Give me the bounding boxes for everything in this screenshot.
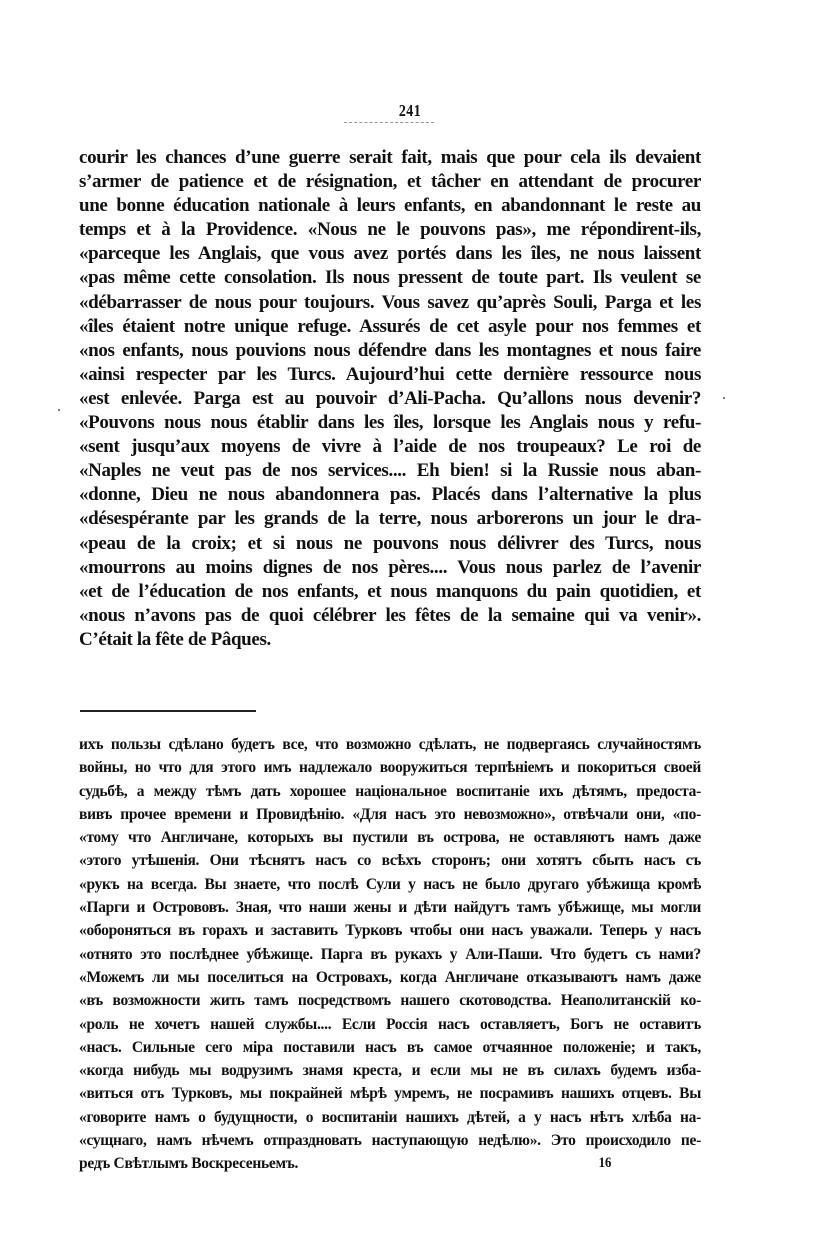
text-line: «тому что Англичане, которыхъ вы пустили въ острова, не оставляютъ намъ даже [79, 829, 701, 847]
text-line: «отнято это послѣднее убѣжище. Парга въ рукахъ у Али-Паши. Что будетъ съ нами? [79, 945, 701, 963]
footnote-divider [80, 710, 256, 712]
text-line: s’armer de patience et de résignation, et tâcher en attendant de procurer [79, 171, 701, 193]
text-line: «въ возможности жить тамъ посредствомъ нашего скотоводства. Неаполитанскій ко- [79, 992, 701, 1010]
text-line: «désespérante par les grands de la terre, nous arborerons un jour le dra- [79, 508, 701, 530]
text-line: «peau de la croix; et si nous ne pouvons nous délivrer des Turcs, nous [79, 532, 701, 554]
text-line: «Naples ne veut pas de nos services.... Eh bien! si la Russie nous aban- [79, 460, 701, 482]
text-line: «этого утѣшенія. Они тѣснятъ насъ со всѣхъ сторонъ; они хотятъ сбыть насъ съ [79, 852, 701, 870]
text-line: «сущнаго, намъ нѣчемъ отпраздновать наступающую недѣлю». Это происходило пе- [79, 1132, 701, 1150]
text-line: судьбѣ, а между тѣмъ дать хорошее національное воспитаніе ихъ дѣтямъ, предоста- [79, 782, 701, 800]
text-line: C’était la fête de Pâques. [79, 628, 271, 650]
text-line: «donne, Dieu ne nous abandonnera pas. Placés dans l’alternative la plus [79, 484, 701, 506]
text-line: «рукъ на всегда. Вы знаете, что послѣ Сули у насъ не было другаго убѣжища кромѣ [79, 875, 701, 893]
text-line: «nous n’avons pas de quoi célébrer les fêtes de la semaine qui va venir». [79, 604, 701, 626]
page-number: 241 [398, 101, 422, 120]
text-line: «débarrasser de nous pour toujours. Vous savez qu’après Souli, Parga et les [79, 291, 701, 313]
text-line: «est enlevée. Parga est au pouvoir d’Ali-Pacha. Qu’allons nous devenir? [79, 387, 701, 409]
text-line: «роль не хочетъ нашей службы.... Если Россія насъ оставляетъ, Богъ не оставитъ [79, 1015, 701, 1033]
text-line: temps et à la Providence. «Nous ne le pouvons pas», me répondirent-ils, [79, 219, 701, 241]
text-line: «ainsi respecter par les Turcs. Aujourd’hui cette dernière ressource nous [79, 363, 701, 385]
text-line: «Парги и Острововъ. Зная, что наши жены и дѣти найдутъ тамъ убѣжище, мы могли [79, 899, 701, 917]
text-line: войны, но что для этого имъ надлежало вооружиться терпѣніемъ и покориться своей [79, 759, 701, 777]
text-line: «îles étaient notre unique refuge. Assurés de cet asyle pour nos femmes et [79, 315, 701, 337]
text-line: «parceque les Anglais, que vous avez portés dans les îles, ne nous laissent [79, 243, 701, 265]
text-line: courir les chances d’une guerre serait fait, mais que pour cela ils devaient [79, 147, 701, 168]
text-line: «Pouvons nous nous établir dans les îles, lorsque les Anglais nous y refu- [79, 412, 701, 434]
signature-mark: 16 [598, 1155, 612, 1171]
text-line: «et de l’éducation de nos enfants, et nous manquons du pain quotidien, et [79, 580, 701, 602]
text-line: «nos enfants, nous pouvions nous défendre dans les montagnes et nous faire [79, 339, 701, 361]
text-line: «mourrons au moins dignes de nos pères.... Vous nous parlez de l’avenir [79, 556, 701, 578]
text-line: вивъ прочее времени и Провидѣнію. «Для насъ это невозможно», отвѣчали они, «по- [79, 805, 701, 823]
text-line: «насъ. Сильные сего міра поставили насъ въ самое отчаянное положеніе; и такъ, [79, 1038, 701, 1056]
text-line: «обороняться въ горахъ и заставить Турковъ чтобы они насъ уважали. Теперь у насъ [79, 922, 701, 940]
text-line: une bonne éducation nationale à leurs enfants, en abandonnant le reste au [79, 195, 701, 217]
text-line: «Можемъ ли мы поселиться на Островахъ, когда Англичане отказываютъ намъ даже [79, 968, 701, 986]
text-line: редъ Свѣтлымъ Воскресеньемъ. [79, 1155, 299, 1173]
scan-speck [723, 397, 725, 399]
scan-speck [58, 409, 60, 411]
text-line: ихъ пользы сдѣлано будетъ все, что возможно сдѣлать, не подвергаясь случайностямъ [79, 736, 701, 753]
text-line: «pas même cette consolation. Ils nous pressent de toute part. Ils veulent se [79, 267, 701, 289]
text-line: «виться отъ Турковъ, мы покрайней мѣрѣ умремъ, не посрамивъ нашихъ отцевъ. Вы [79, 1085, 701, 1103]
text-line: «говорите намъ о будущности, о воспитаніи нашихъ дѣтей, а у насъ нѣтъ хлѣба на- [79, 1108, 701, 1126]
text-line: «sent jusqu’aux moyens de vivre à l’aide de nos troupeaux? Le roi de [79, 436, 701, 458]
french-main-text [79, 146, 701, 652]
header-rule [344, 122, 434, 124]
russian-translation-text [79, 733, 701, 1176]
text-line: «когда нибудь мы водрузимъ знамя креста, и если мы не въ силахъ будемъ изба- [79, 1062, 701, 1080]
